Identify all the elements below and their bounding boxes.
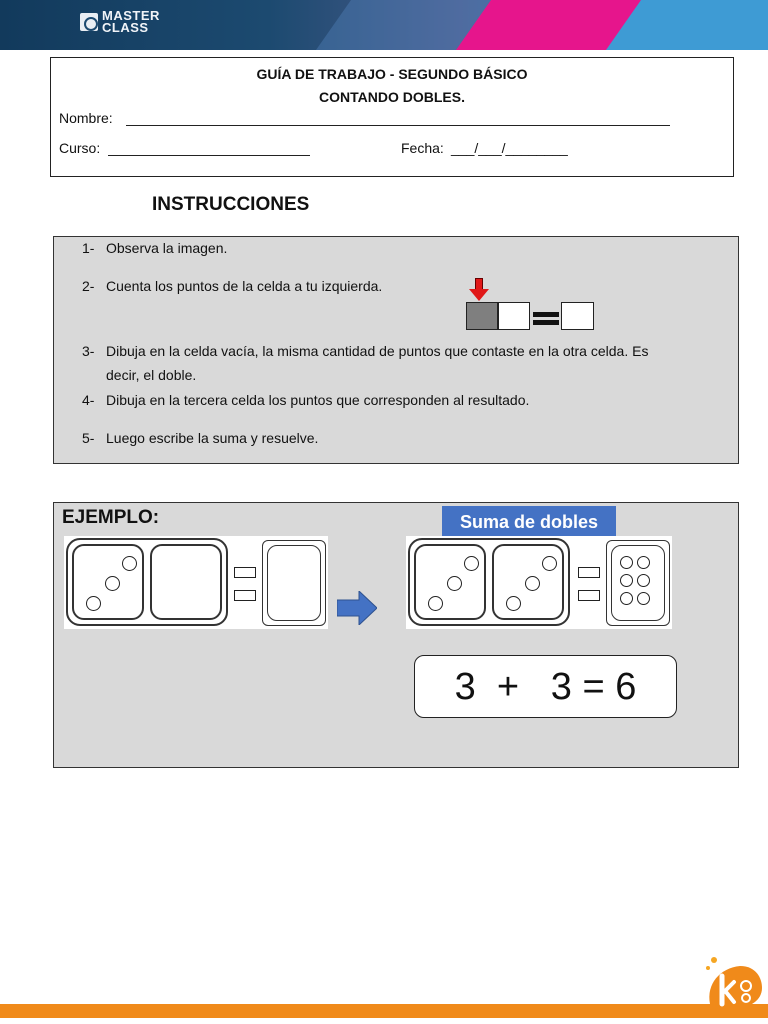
die-pip — [122, 556, 137, 571]
equals-bar-icon — [578, 567, 600, 578]
curso-field-line[interactable] — [108, 155, 310, 156]
nombre-label: Nombre: — [59, 110, 113, 126]
step-number: 4- — [82, 392, 95, 408]
example-heading: EJEMPLO: — [62, 507, 160, 528]
result-tray-inner — [267, 545, 321, 621]
result-tray — [606, 540, 670, 626]
die-pip — [447, 576, 462, 591]
die-pip — [105, 576, 120, 591]
step-number: 3- — [82, 343, 95, 359]
die-face — [414, 544, 486, 620]
instruction-step — [82, 343, 648, 359]
worksheet-header-box — [50, 57, 734, 177]
step-text: Dibuja en la celda vacía, la misma cantidad de puntos que contaste en la otra celda. Es — [106, 343, 649, 359]
example-problem-panel — [64, 536, 328, 629]
step-number: 5- — [82, 430, 95, 446]
header-banner — [0, 0, 768, 50]
tray-pip — [620, 574, 633, 587]
step-text: Observa la imagen. — [106, 240, 228, 256]
suma-de-dobles-tag: Suma de dobles — [442, 506, 616, 538]
cells-diagram — [466, 278, 596, 332]
equals-bar-icon — [234, 567, 256, 578]
equals-bar-icon — [578, 590, 600, 601]
die-pip — [506, 596, 521, 611]
instruction-step — [82, 430, 318, 446]
step-text: Cuenta los puntos de la celda a tu izquierda. — [106, 278, 383, 294]
die-face — [72, 544, 144, 620]
result-cell — [561, 302, 594, 330]
example-solution-panel — [406, 536, 672, 629]
tray-pip — [620, 556, 633, 569]
result-tray — [262, 540, 326, 626]
instruction-step — [82, 278, 382, 294]
blue-arrow-right-icon — [337, 591, 377, 625]
masterclass-logo — [80, 10, 160, 34]
instructions-box — [53, 236, 739, 464]
tray-pip — [637, 556, 650, 569]
instructions-heading: INSTRUCCIONES — [152, 194, 310, 215]
equals-bar-icon — [533, 312, 559, 317]
tray-pip — [637, 592, 650, 605]
die-pip — [542, 556, 557, 571]
die-face — [492, 544, 564, 620]
equals-bar-icon — [533, 320, 559, 325]
example-box — [53, 502, 739, 768]
footer-bar — [0, 1004, 768, 1018]
step-text: Dibuja en la tercera celda los puntos que corresponden al resultado. — [106, 392, 530, 408]
curso-label: Curso: — [59, 140, 101, 156]
tray-pip — [620, 592, 633, 605]
fecha-field[interactable]: ___/___/________ — [451, 140, 568, 156]
filled-cell — [466, 302, 498, 330]
logo-line-2: CLASS — [102, 20, 149, 35]
instruction-step — [82, 392, 529, 408]
fecha-label: Fecha: — [401, 140, 444, 156]
tray-pip — [637, 574, 650, 587]
step-text: Luego escribe la suma y resuelve. — [106, 430, 319, 446]
nombre-field-line[interactable] — [126, 125, 670, 126]
die-pip — [428, 596, 443, 611]
die-pip — [464, 556, 479, 571]
die-pip — [525, 576, 540, 591]
sum-equation-box — [414, 655, 677, 718]
equals-bar-icon — [234, 590, 256, 601]
step-number: 1- — [82, 240, 95, 256]
step-text-continued: decir, el doble. — [106, 367, 197, 383]
worksheet-subtitle: CONTANDO DOBLES. — [319, 89, 465, 105]
worksheet-title: GUÍA DE TRABAJO - SEGUNDO BÁSICO — [256, 66, 528, 82]
die-pip — [86, 596, 101, 611]
die-pair — [408, 538, 570, 626]
result-tray-inner — [611, 545, 665, 621]
sum-equation: 3 + 3 = 6 — [454, 666, 637, 708]
logo-line-1: MASTER — [102, 8, 160, 23]
die-three — [66, 538, 228, 626]
empty-cell — [498, 302, 530, 330]
masterclass-logo-text — [102, 10, 160, 34]
red-arrow-head-icon — [469, 289, 489, 301]
step-number: 2- — [82, 278, 95, 294]
kdoce-logo — [700, 954, 766, 1012]
empty-die-face — [150, 544, 222, 620]
masterclass-logo-icon — [80, 13, 98, 31]
instruction-step — [82, 240, 227, 256]
